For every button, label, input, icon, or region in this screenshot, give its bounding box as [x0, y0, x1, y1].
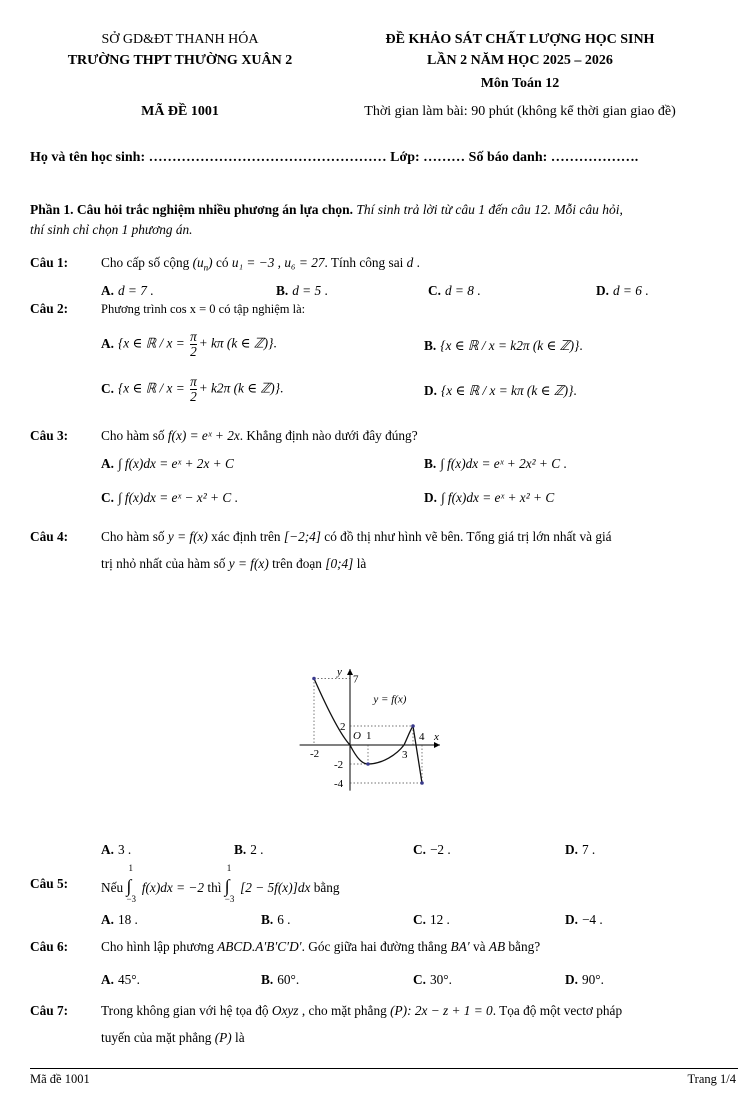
q4-option-c[interactable]: C. −2 . [413, 842, 451, 857]
q3-option-a[interactable]: A. ∫ f(x)dx = eˣ + 2x + C [101, 456, 234, 471]
exam-code: MÃ ĐỀ 1001 [141, 104, 219, 119]
q4-label: Câu 4: [30, 529, 69, 544]
q2-option-c[interactable]: C. {x ∈ ℝ / x = $\frac{\pi}{2}$ + k2π (k ∈ ℤ)}. [101, 374, 284, 404]
q4-line1: Cho hàm số y = f(x) xác định trên [−2;4] có đồ thị như hình vẽ bên. Tổng giá trị lớn nhất và giá [101, 529, 612, 544]
exam-time: Thời gian làm bài: 90 phút (không kể thời gian giao đề) [364, 104, 676, 119]
q3-option-d[interactable]: D. ∫ f(x)dx = eˣ + x² + C [424, 490, 555, 505]
q1-option-c[interactable]: C. d = 8 . [428, 283, 481, 298]
exam-title: ĐỀ KHẢO SÁT CHẤT LƯỢNG HỌC SINH [385, 32, 655, 47]
origin-label: O [353, 730, 361, 742]
y-tick-minus4: -4 [334, 778, 344, 790]
dept-name: SỞ GD&ĐT THANH HÓA [101, 32, 259, 47]
q5-text: Nếu 1 ∫ −3 f(x)dx = −2 thì 1 ∫ −3 [2 − 5f(x)]dx bằng [101, 863, 340, 904]
q1-text: Cho cấp số cộng $(u_n)$ có u₁ = −3 , u₆ = 27. Tính công sai d . [101, 255, 420, 273]
exam-subject: Môn Toán 12 [480, 76, 560, 91]
q6-option-c[interactable]: C. 30°. [413, 972, 452, 987]
q2-label: Câu 2: [30, 301, 69, 316]
q6-option-a[interactable]: A. 45°. [101, 972, 140, 987]
q1-option-a[interactable]: A. d = 7 . [101, 283, 154, 298]
q1-condition: u₁ = −3 , u₆ = 27 [231, 255, 325, 270]
part1-instruction: Thí sinh trả lời từ câu 1 đến câu 12. Mỗi câu hỏi, [356, 202, 623, 217]
q2-option-b[interactable]: B. {x ∈ ℝ / x = k2π (k ∈ ℤ)}. [424, 338, 583, 353]
guide-7 [314, 679, 350, 746]
x-tick-1: 1 [366, 730, 372, 742]
y-tick-2: 2 [340, 721, 346, 733]
q5-option-a[interactable]: A. 18 . [101, 912, 138, 927]
footer-divider [30, 1068, 738, 1069]
q6-option-d[interactable]: D. 90°. [565, 972, 604, 987]
student-name-label: Họ và tên học sinh: …………………………………………… [30, 150, 387, 165]
function-graph [260, 590, 460, 830]
q1-text-mid: có [215, 255, 229, 270]
x-tick-minus2: -2 [310, 748, 320, 760]
q6-text: Cho hình lập phương ABCD.A′B′C′D′. Góc giữa hai đường thẳng BA′ và AB bằng? [101, 939, 541, 954]
footer-page: Trang 1/4 [687, 1072, 736, 1086]
student-info [30, 150, 638, 166]
y-tick-7: 7 [353, 673, 359, 686]
q1-text-pre: Cho cấp số cộng [101, 255, 190, 270]
x-tick-4: 4 [419, 731, 425, 743]
x-axis-label: x [434, 731, 439, 743]
student-id-label: Số báo danh: ………………. [468, 150, 639, 165]
q3-option-b[interactable]: B. ∫ f(x)dx = eˣ + 2x² + C . [424, 456, 567, 471]
q5-label: Câu 5: [30, 876, 69, 891]
q1-option-d[interactable]: D. d = 6 . [596, 283, 649, 298]
q5-option-b[interactable]: B. 6 . [261, 912, 291, 927]
q7-line2: tuyến của mặt phẳng (P) là [101, 1030, 245, 1045]
q1-var: d [406, 255, 414, 270]
q1-text-post: . Tính công sai [324, 255, 404, 270]
q1-label: Câu 1: [30, 255, 69, 270]
q2-option-d[interactable]: D. {x ∈ ℝ / x = kπ (k ∈ ℤ)}. [424, 383, 577, 398]
y-axis-label: y [337, 666, 342, 678]
q4-option-b[interactable]: B. 2 . [234, 842, 264, 857]
part1-title: Phần 1. Câu hỏi trắc nghiệm nhiều phương án lựa chọn. [30, 202, 353, 217]
curve-label: y = f(x) [373, 693, 407, 706]
q7-line1: Trong không gian với hệ tọa độ Oxyz , cho mặt phẳng (P): 2x − z + 1 = 0. Tọa độ một vectơ pháp [101, 1003, 623, 1018]
q3-label: Câu 3: [30, 428, 69, 443]
footer-code: Mã đề 1001 [30, 1072, 90, 1086]
graph-point [420, 781, 424, 785]
q6-label: Câu 6: [30, 939, 69, 954]
school-name: TRƯỜNG THPT THƯỜNG XUÂN 2 [67, 53, 293, 68]
q5-option-c[interactable]: C. 12 . [413, 912, 450, 927]
q6-option-b[interactable]: B. 60°. [261, 972, 300, 987]
q2-text: Phương trình cos x = 0 có tập nghiệm là: [101, 302, 306, 316]
q1-option-b[interactable]: B. d = 5 . [276, 283, 328, 298]
q4-line2: trị nhỏ nhất của hàm số y = f(x) trên đoạn [0;4] là [101, 556, 367, 571]
q7-label: Câu 7: [30, 1003, 69, 1018]
graph-point [366, 762, 370, 766]
x-tick-3: 3 [402, 749, 408, 761]
q5-option-d[interactable]: D. −4 . [565, 912, 603, 927]
exam-round: LẦN 2 NĂM HỌC 2025 – 2026 [427, 53, 613, 68]
q3-text: Cho hàm số f(x) = eˣ + 2x. Khẳng định nào dưới đây đúng? [101, 428, 418, 443]
student-class-label: Lớp: ……… [390, 150, 466, 165]
guide-minus2 [350, 745, 368, 764]
q1-seq: $(u_n)$ [192, 255, 213, 273]
q2-option-a[interactable]: A. {x ∈ ℝ / x = $\frac{\pi}{2}$ + kπ (k ∈ ℤ)}. [101, 329, 277, 359]
graph-point [411, 724, 415, 728]
part1-heading [30, 202, 623, 218]
graph-point [312, 677, 316, 681]
part1-instruction-2: thí sinh chỉ chọn 1 phương án. [30, 222, 193, 237]
q4-option-a[interactable]: A. 3 . [101, 842, 132, 857]
q4-option-d[interactable]: D. 7 . [565, 842, 596, 857]
q3-option-c[interactable]: C. ∫ f(x)dx = eˣ − x² + C . [101, 490, 238, 505]
y-tick-minus2: -2 [334, 759, 344, 771]
